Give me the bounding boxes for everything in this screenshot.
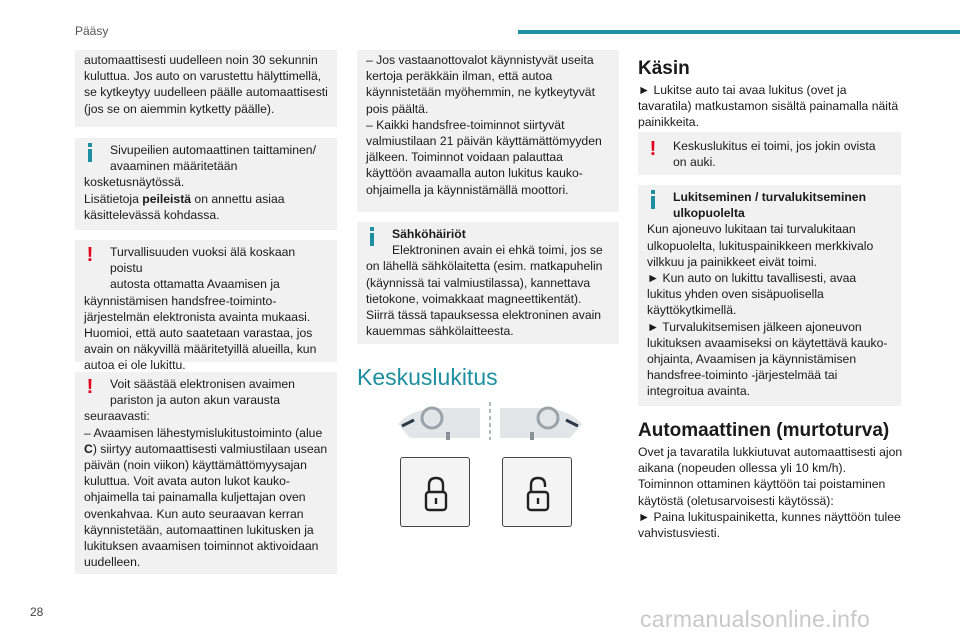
- header-accent-bar: [518, 30, 960, 34]
- unlock-icon: [503, 458, 573, 528]
- info-text: Kun ajoneuvo lukitaan tai turvalukitaan ulkopuolelta, lukituspainikkeen merkkivalo vilkkuu ja painikkeet eivät toimi.: [647, 222, 874, 269]
- note-text: – Jos vastaanottovalot käynnistyvät useita kertoja peräkkäin ilman, että autoa käynnistetään myöhemmin, ne kytkeytyvät pois päältä.: [366, 53, 595, 116]
- info-text: ► Kun auto on lukittu tavallisesti, avaa lukitus yhden oven sisäpuolisella käyttökytkimellä.: [647, 271, 857, 318]
- warning-line: autosta ottamatta Avaamisen ja: [110, 277, 280, 292]
- body-text: ► Paina lukituspainiketta, kunnes näyttöön tulee vahvistusviesti.: [638, 509, 901, 541]
- warning-text: Keskuslukitus ei toimi, jos jokin ovista on auki.: [673, 139, 876, 170]
- warning-icon: !: [649, 138, 657, 160]
- section-heading-central-locking: Keskuslukitus: [357, 364, 498, 390]
- warning-line: pariston ja auton akun varausta: [110, 393, 281, 408]
- unlock-button[interactable]: [502, 457, 572, 527]
- warning-line: Turvallisuuden vuoksi älä koskaan poistu: [110, 245, 296, 276]
- info-line: käsittelevässä kohdassa.: [84, 207, 220, 222]
- info-box-mirrors: [75, 138, 337, 230]
- warning-icon: !: [86, 244, 94, 266]
- warning-text: – Avaamisen lähestymislukitustoiminto (alue C) siirtyy automaattisesti valmiustilaan usean päivän (noin viikon) käyttämättömyysajan kuluttua. Voit avata auton lukot kauko-ohjaimella tai painamalla kuljettajan oven ovenkahvaa. Kun auto seuraavan kerran käynnistetään, automaattinen lukitusken ja lukituksen avaamisen toiminnot aktivoidaan uudelleen.: [84, 425, 328, 570]
- warning-line: seuraavasti:: [84, 409, 150, 424]
- heading-manual: Käsin: [638, 58, 690, 79]
- lock-icon: [401, 458, 471, 528]
- warning-line: Voit säästää elektronisen avaimen: [110, 377, 295, 391]
- info-line: kosketusnäytössä.: [84, 175, 185, 190]
- heading-automatic: Automaattinen (murtoturva): [638, 420, 890, 441]
- info-line: Sivupeilien automaattinen taittaminen/: [110, 143, 316, 157]
- info-text: on lähellä sähkölaitetta (esim. matkapuhelin (käynnissä tai valmiustilassa), kannettava tietokone, voimakkaat magneettikentät). Siirrä tässä tapauksessa elektroninen avain kauemmas sähkölaitteesta.: [366, 259, 603, 339]
- warning-box-security: [75, 240, 337, 373]
- info-title: Sähköhäiriöt: [392, 227, 466, 241]
- warning-box-door-open: [638, 132, 901, 175]
- info-icon: [88, 143, 100, 162]
- info-line: Lisätietoja peileistä on annettu asiaa: [84, 191, 285, 206]
- info-box-outside-locking: [638, 185, 901, 406]
- body-text: ► Lukitse auto tai avaa lukitus (ovet ja tavaratila) matkustamon sisältä painamalla näitä painikkeita.: [638, 83, 899, 130]
- info-title: Lukitseminen / turvalukitseminen: [673, 190, 867, 204]
- page-number: 28: [30, 605, 44, 619]
- watermark: carmanualsonline.info: [640, 606, 871, 632]
- info-icon: [651, 190, 663, 209]
- body-text: Toiminnon ottaminen käyttöön tai poistaminen käytöstä (oletusarvoisesti käytössä):: [638, 477, 886, 508]
- info-title: ulkopuolelta: [673, 206, 745, 221]
- continued-note-box: [75, 50, 337, 127]
- continued-text: automaattisesti uudelleen noin 30 sekunnin kuluttua. Jos auto on varustettu hälyttimellä, se kytkeytyy uudelleen päälle automaattisesti (jos se on aiemmin kytketty päälle).: [84, 53, 328, 116]
- section-title: Pääsy: [75, 24, 109, 38]
- lock-button[interactable]: [400, 457, 470, 527]
- automatic-paragraphs: [638, 444, 903, 541]
- note-text: – Kaikki handsfree-toiminnot siirtyvät valmiustilaan 21 päivän käyttämättömyyden jälkeen. Toiminnot voidaan palauttaa käyttöön avaamalla auton lukitus kauko-ohjaimella ja käynnistämällä moottori.: [366, 117, 602, 197]
- warning-box-battery: [75, 372, 337, 574]
- warning-icon: !: [86, 376, 94, 398]
- info-box-interference: [357, 222, 619, 344]
- note-box-handsfree: [357, 50, 619, 212]
- info-line: Elektroninen avain ei ehkä toimi, jos se: [392, 243, 603, 258]
- manual-paragraph: [638, 82, 903, 131]
- info-icon: [370, 227, 382, 246]
- warning-text: käynnistämisen handsfree-toiminto-järjestelmän elektronista avainta mukaasi. Huomioi, että auto saatetaan varastaa, jos avain on näkyvillä määritetyillä alueilla, kun autoa ei ole lukittu.: [84, 293, 317, 373]
- info-text: ► Turvalukitsemisen jälkeen ajoneuvon lukituksen avaamiseksi on käytettävä kauko-ohjainta, Avaamisen ja käynnistämisen handsfree-toiminto -järjestelmää tai integroitua avainta.: [647, 319, 888, 399]
- info-line: avaaminen määritetään: [110, 159, 238, 174]
- body-text: Ovet ja tavaratila lukkiutuvat automaattisesti ajon aikana (nopeuden ollessa yli 10 km/h).: [638, 445, 903, 476]
